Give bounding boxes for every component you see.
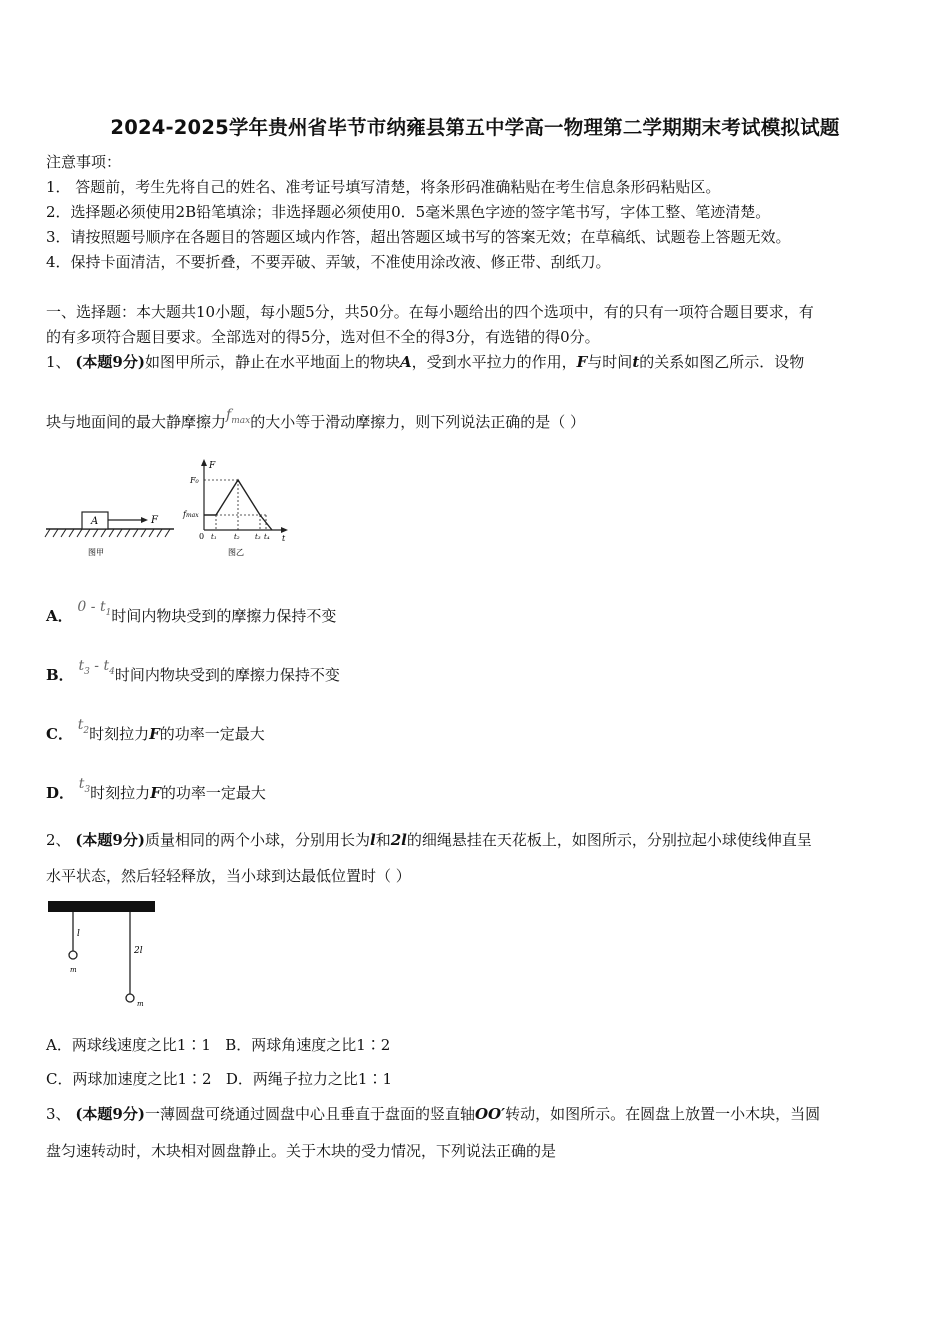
question-2-options-row2 (46, 1069, 392, 1089)
question-number: 3、 (46, 1105, 71, 1123)
figure-yi (182, 459, 288, 557)
page-title: 2024-2025学年贵州省毕节市纳雍县第五中学高一物理第二学期期末考试模拟试题 (110, 116, 840, 139)
svg-text:t₄: t₄ (264, 533, 270, 541)
question-3-line1: 3、 (本题9分)一薄圆盘可绕通过圆盘中心且垂直于盘面的竖直轴OO′转动，如图所示。在圆盘上放置一小木块，当圆 (46, 1105, 821, 1123)
svg-text:0: 0 (199, 532, 205, 541)
svg-text:t₁: t₁ (211, 533, 217, 541)
question-number: 1、 (46, 353, 71, 371)
section-heading-line2: 的有多项符合题目要求。全部选对的得5分，选对但不全的得3分，有选错的得0分。 (46, 328, 600, 346)
question-1-line1: 1、 (本题9分)如图甲所示，静止在水平地面上的物块A，受到水平拉力的作用，F与时间t的关系如图乙所示．设物 (46, 353, 805, 371)
ball-1 (69, 951, 77, 959)
question-2-line2: 水平状态，然后轻轻释放，当小球到达最低位置时（ ） (46, 867, 411, 885)
question-2-line1: 2、 (本题9分)质量相同的两个小球，分别用长为l和2l的细绳悬挂在天花板上，如图所示，分别拉起小球使线伸直呈 (46, 831, 812, 849)
force-label: F (151, 515, 158, 526)
svg-text:t₂: t₂ (234, 533, 240, 541)
fmax-symbol: $f_{max}$ (226, 407, 251, 426)
question-2-options-row1 (46, 1035, 390, 1055)
question-score: (本题9分) (75, 831, 145, 849)
caption-jia: 图甲 (88, 548, 104, 557)
question-score: (本题9分) (75, 353, 145, 371)
svg-text:m: m (70, 966, 77, 974)
question-score: (本题9分) (75, 1105, 145, 1123)
question-2-figure (46, 898, 161, 1013)
notice-item-1: 1． 答题前，考生先将自己的姓名、准考证号填写清楚，将条形码准确粘贴在考生信息条形码粘贴区。 (46, 178, 721, 196)
option-b[interactable]: B．两球角速度之比1∶2 (225, 1036, 391, 1054)
ceiling (48, 901, 155, 912)
svg-text:F₀: F₀ (190, 476, 199, 485)
svg-text:m: m (137, 1000, 144, 1008)
question-1-line2: 块与地面间的最大静摩擦力$f_{max}$的大小等于滑动摩擦力，则下列说法正确的是（ ） (46, 407, 585, 431)
option-c[interactable]: C． $t_2$时刻拉力F的功率一定最大 (46, 717, 265, 743)
figure-jia (45, 512, 174, 557)
option-d[interactable]: D．两绳子拉力之比1∶1 (225, 1070, 393, 1088)
notice-item-3: 3．请按照题号顺序在各题目的答题区域内作答，超出答题区域书写的答案无效；在草稿纸、试题卷上答题无效。 (46, 228, 791, 246)
notice-item-4: 4．保持卡面清洁，不要折叠，不要弄破、弄皱，不准使用涂改液、修正带、刮纸刀。 (46, 253, 611, 271)
notice-heading: 注意事项： (46, 153, 122, 171)
notice-item-2: 2．选择题必须使用2B铅笔填涂；非选择题必须使用0．5毫米黑色字迹的签字笔书写，字体工整、笔迹清楚。 (46, 203, 771, 221)
question-3-line2: 盘匀速转动时，木块相对圆盘静止。关于木块的受力情况，下列说法正确的是 (46, 1142, 557, 1160)
option-a[interactable]: A． $0 - t_1$时间内物块受到的摩擦力保持不变 (46, 599, 337, 625)
option-a[interactable]: A．两球线速度之比1∶1 (46, 1036, 211, 1054)
question-1-figure (44, 455, 294, 565)
svg-text:l: l (77, 929, 80, 939)
svg-text:t: t (282, 534, 286, 543)
svg-text:2l: 2l (134, 946, 143, 956)
option-d[interactable]: D． $t_3$时刻拉力F的功率一定最大 (46, 776, 266, 802)
section-heading-line1: 一、选择题：本大题共10小题，每小题5分，共50分。在每小题给出的四个选项中，有的只有一项符合题目要求，有 (46, 303, 814, 321)
option-c[interactable]: C．两球加速度之比1∶2 (46, 1070, 212, 1088)
svg-text:A: A (91, 516, 99, 527)
ball-2 (126, 994, 134, 1002)
svg-text:t₃: t₃ (255, 533, 261, 541)
svg-text:fmax: fmax (183, 510, 199, 519)
svg-text:F: F (209, 461, 216, 471)
question-number: 2、 (46, 831, 71, 849)
caption-yi: 图乙 (228, 548, 244, 557)
option-b[interactable]: B． $t_3 - t_4$时间内物块受到的摩擦力保持不变 (46, 658, 340, 684)
